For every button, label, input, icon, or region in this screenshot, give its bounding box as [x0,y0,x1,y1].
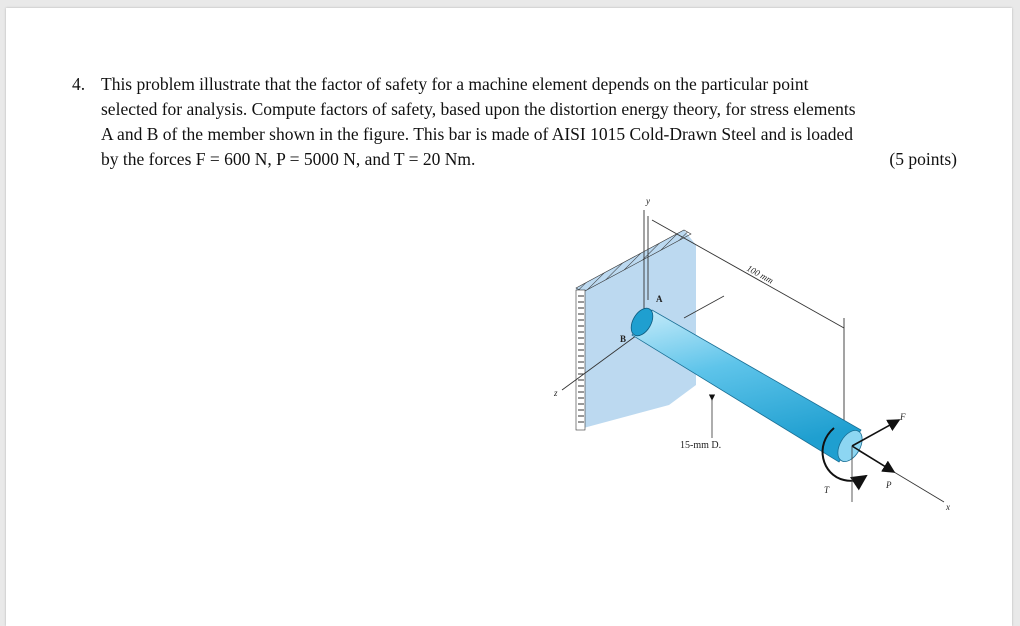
force-f-label: F [900,412,906,422]
wall-side-edge [576,290,585,430]
problem-line-2: selected for analysis. Compute factors of safety, based upon the distortion energy theory, for stress elements [101,99,856,119]
cantilever-bar-figure [534,190,964,530]
x-axis-label: x [946,502,950,512]
problem-line-4-text: by the forces F = 600 N, P = 5000 N, and T = 20 Nm. [101,149,476,169]
force-p-arrow [852,446,894,472]
diameter-label: 15-mm D. [680,440,722,451]
length-dimension-label: 100 mm [745,263,776,286]
problem-line-4 [101,147,957,172]
z-axis-label: z [554,388,558,398]
point-a-label: A [656,294,663,304]
problem-line-3: A and B of the member shown in the figure. This bar is made of AISI 1015 Cold-Drawn Steel and is loaded [101,124,854,144]
document-page [6,8,1012,626]
problem-line-1: This problem illustrate that the factor of safety for a machine element depends on the particular point [101,74,809,94]
force-p-label: P [886,480,892,490]
torque-t-label: T [824,485,830,495]
y-axis-label: y [646,196,650,206]
problem-number: 4. [72,74,86,94]
problem-body [101,72,957,172]
point-b-label: B [620,334,627,344]
points-label: (5 points) [889,149,957,169]
